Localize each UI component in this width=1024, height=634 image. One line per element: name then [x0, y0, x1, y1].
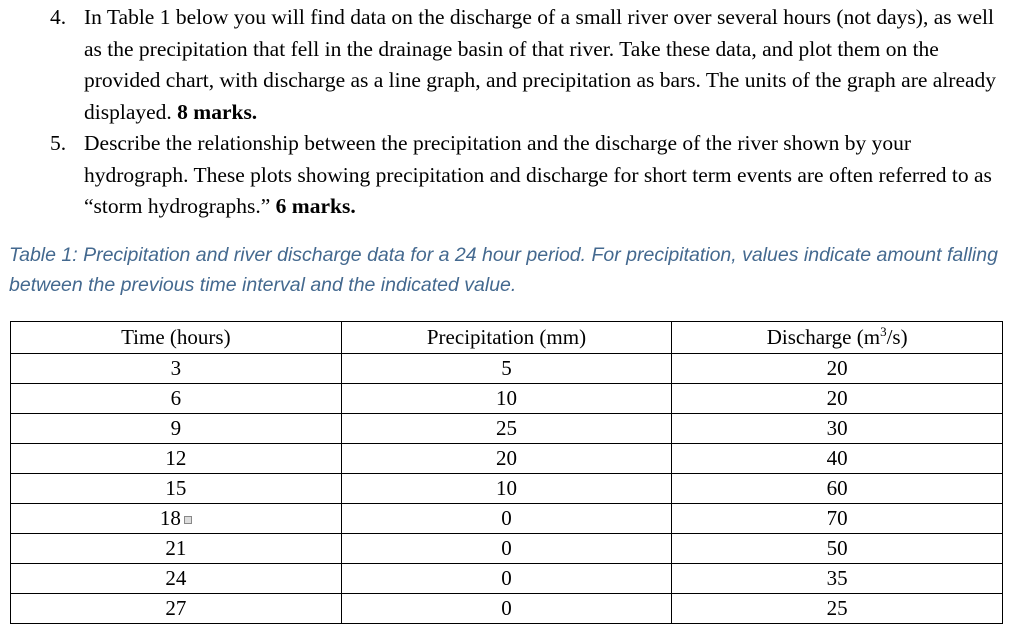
cell-time-value: 18	[159, 506, 181, 530]
cell-time	[11, 504, 342, 534]
table-row	[11, 564, 1003, 594]
header-discharge-sup: 3	[880, 324, 887, 339]
cell-discharge: 20	[672, 384, 1003, 414]
table-row	[11, 504, 1003, 534]
cell-time: 9	[11, 414, 342, 444]
cell-time: 3	[11, 354, 342, 384]
cell-time: 27	[11, 594, 342, 624]
cell-precipitation: 10	[341, 474, 672, 504]
cell-precipitation: 0	[341, 594, 672, 624]
table-row	[11, 534, 1003, 564]
header-discharge-suffix: /s)	[886, 325, 908, 349]
cell-precipitation: 25	[341, 414, 672, 444]
cell-time: 21	[11, 534, 342, 564]
data-table	[10, 321, 1003, 624]
table-row	[11, 444, 1003, 474]
cell-discharge: 40	[672, 444, 1003, 474]
header-time: Time (hours)	[11, 322, 342, 354]
cell-discharge: 30	[672, 414, 1003, 444]
table-caption: Table 1: Precipitation and river discharge data for a 24 hour period. For precipitation, values indicate amount falling between the previous time interval and the indicated value.	[9, 244, 998, 296]
cell-precipitation: 10	[341, 384, 672, 414]
question-text	[84, 2, 1010, 128]
cell-precipitation: 0	[341, 534, 672, 564]
question-marks: 8 marks.	[177, 99, 258, 124]
table-handle-icon[interactable]	[184, 516, 192, 524]
cell-precipitation: 0	[341, 564, 672, 594]
table-row	[11, 384, 1003, 414]
cell-precipitation: 0	[341, 504, 672, 534]
table-row	[11, 354, 1003, 384]
cell-precipitation: 5	[341, 354, 672, 384]
header-discharge	[672, 322, 1003, 354]
question-marks: 6 marks.	[275, 194, 356, 218]
table-row	[11, 474, 1003, 504]
header-discharge-prefix: Discharge (m	[766, 325, 881, 349]
question-body: In Table 1 below you will find data on the discharge of a small river over several hours (not days), as well as the precipitation that fell in the drainage basin of that river. Take these data, and plot them on the provided chart, with discharge as a line graph, and precipitation as bars. The units of the graph are already displayed.	[84, 5, 997, 124]
cell-discharge: 60	[672, 474, 1003, 504]
cell-precipitation: 20	[341, 444, 672, 474]
cell-time: 24	[11, 564, 342, 594]
cell-time: 6	[11, 384, 342, 414]
question-4	[50, 2, 1010, 128]
table-header-row	[11, 322, 1003, 354]
table-row	[11, 414, 1003, 444]
table-row	[11, 594, 1003, 624]
header-precipitation: Precipitation (mm)	[341, 322, 672, 354]
cell-discharge: 20	[672, 354, 1003, 384]
cell-time: 15	[11, 474, 342, 504]
cell-discharge: 70	[672, 504, 1003, 534]
question-text	[84, 128, 1010, 223]
cell-time: 12	[11, 444, 342, 474]
cell-discharge: 25	[672, 594, 1003, 624]
question-number: 4.	[50, 5, 67, 29]
question-5	[50, 128, 1010, 223]
cell-discharge: 35	[672, 564, 1003, 594]
question-body: Describe the relationship between the precipitation and the discharge of the river shown by your hydrograph. These plots showing precipitation and discharge for short term events are often referred to as “storm hydrographs.”	[84, 131, 992, 218]
question-list	[50, 2, 1010, 223]
cell-discharge: 50	[672, 534, 1003, 564]
question-number: 5.	[50, 131, 67, 155]
